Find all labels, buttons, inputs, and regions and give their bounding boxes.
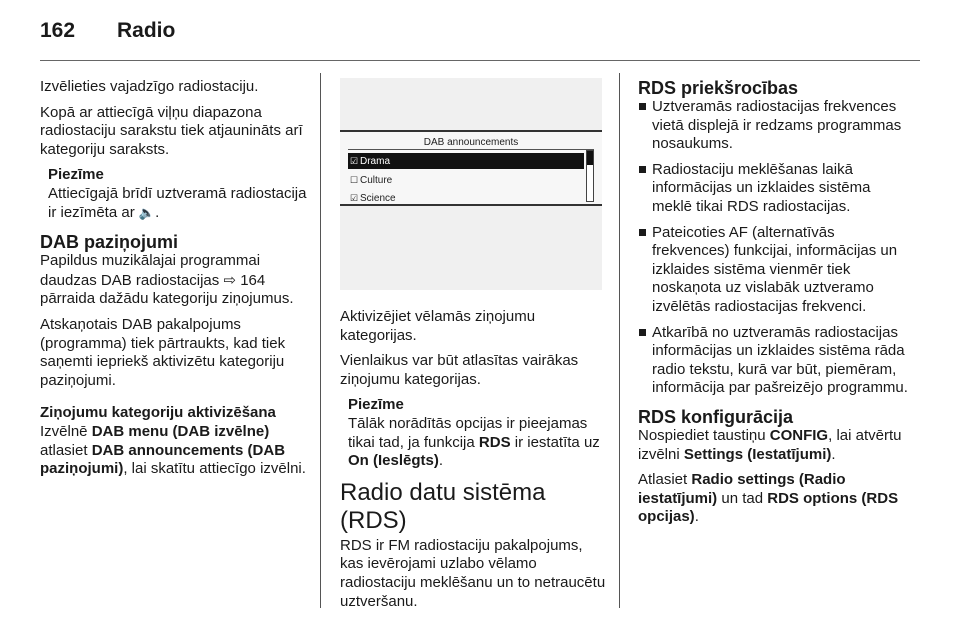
bullet-square-icon: [639, 103, 646, 110]
column-divider: [619, 73, 620, 608]
column-3: [638, 78, 910, 534]
paragraph: RDS ir FM radiostaciju pakalpojums, kas ievērojami uzlabo vēlamo radiostaciju meklēšanu un to netraucētu uztveršanu.: [340, 536, 606, 610]
paragraph: Kopā ar attiecīgā viļņu diapazona radiostaciju sarakstu tiek atjaunināts arī kategoriju saraksts.: [40, 103, 303, 158]
text: .: [831, 445, 836, 463]
text: un tad: [721, 489, 764, 507]
bullet-square-icon: [639, 329, 646, 336]
menu-name: RDS options (RDS opcijas): [638, 489, 899, 526]
bullet-list: [638, 98, 910, 398]
page-header: [40, 19, 175, 43]
text: ir iestatīta uz: [514, 433, 600, 451]
section-heading: DAB paziņojumi: [40, 232, 178, 253]
note: [48, 166, 308, 223]
note-body: Attiecīgajā brīdī uztveramā radiostacija ir iezīmēta ar: [48, 184, 307, 221]
function-name: RDS: [478, 433, 511, 451]
screen-title: DAB announcements: [423, 137, 519, 148]
column-2: [340, 78, 610, 618]
menu-name: DAB menu (DAB izvēlne): [91, 422, 270, 440]
checkbox-icon: ☑: [349, 193, 359, 203]
menu-item-label: Science: [360, 193, 396, 204]
title-divider: [348, 149, 594, 150]
note-title: Piezīme: [348, 396, 404, 414]
text: atlasiet: [40, 441, 88, 459]
paragraph: [40, 252, 308, 309]
text: .: [438, 452, 444, 470]
list-item: [638, 161, 910, 217]
list-item-text: Uztveramās radiostacijas frekvences vietā displejā ir redzams programmas nosaukums.: [652, 98, 902, 153]
text: .: [694, 508, 699, 526]
text: , lai skatītu attiecīgo izvēlni.: [123, 460, 306, 478]
section-title: Radio datu sistēma (RDS): [340, 478, 546, 534]
bullet-square-icon: [639, 166, 646, 173]
button-name: CONFIG: [769, 426, 829, 444]
text: Tālāk norādītās opcijas ir pieejamas tikai tad, ja funkcija: [348, 414, 588, 451]
paragraph: Aktivizējiet vēlamās ziņojumu kategorijas.: [340, 308, 536, 344]
note-text: Attiecīgajā brīdī uztveramā radiostacija ir iezīmēta ar 🔈.: [48, 184, 307, 221]
subsection-heading: Ziņojumu kategoriju aktivizēšana: [40, 404, 276, 422]
page-ref-arrow-icon: ⇨: [223, 270, 237, 289]
list-item: [638, 224, 910, 317]
section-heading: RDS konfigurācija: [638, 406, 794, 427]
bullet-square-icon: [639, 229, 646, 236]
note: [348, 396, 610, 470]
text: Izvēlnē: [40, 422, 88, 440]
menu-item-label: Culture: [360, 175, 393, 186]
menu-item-science[interactable]: [348, 190, 584, 206]
list-item-text: Radiostaciju meklēšanas laikā informācijas un izklaides sistēma meklē tikai RDS radiostacijas.: [652, 160, 871, 215]
paragraph: [40, 423, 308, 479]
page-ref: 164: [240, 271, 266, 289]
text: , lai atvērtu izvēlni: [638, 426, 902, 463]
menu-item-drama[interactable]: [348, 153, 584, 169]
note-title: Piezīme: [48, 166, 104, 184]
paragraph: Atskaņotais DAB pakalpojums (programma) tiek pārtraukts, kad tiek saņemti iepriekš aktivizētu kategoriju paziņojumi.: [40, 315, 286, 389]
header-rule: [40, 60, 920, 61]
text: Papildus muzikālajai programmai daudzas DAB radiostacijas: [40, 252, 261, 289]
menu-name: Radio settings (Radio iestatījumi): [638, 471, 846, 507]
option-name: On (Ieslēgts): [348, 452, 439, 470]
menu-name: DAB announcements (DAB paziņojumi): [40, 441, 286, 478]
checkbox-icon: ☑: [349, 156, 359, 166]
menu-name: Settings (Iestatījumi): [683, 445, 832, 463]
paragraph: [638, 471, 910, 527]
column-1: [40, 78, 308, 486]
scrollbar[interactable]: [586, 150, 594, 202]
scroll-thumb[interactable]: [587, 151, 593, 165]
page-number: 162: [40, 19, 76, 42]
list-item-text: Pateicoties AF (alternatīvās frekvences) funkcijai, informācijas un izklaides sistēma vienmēr tiek noskaņota uz vislabāk uztveramo izvēlētās radiostacijas frekvenci.: [652, 223, 898, 315]
menu-item-label: Drama: [360, 156, 391, 167]
checkbox-icon: ☐: [349, 175, 359, 185]
menu-item-culture[interactable]: [348, 172, 584, 188]
list-item: [638, 324, 910, 398]
list-item: [638, 98, 910, 154]
section-heading: RDS priekšrocības: [638, 78, 799, 98]
column-divider: [320, 73, 321, 608]
text: Atlasiet: [638, 471, 688, 489]
paragraph: Vienlaikus var būt atlasītas vairākas ziņojumu kategorijas.: [340, 352, 579, 388]
text: Nospiediet taustiņu: [638, 426, 766, 444]
list-item-text: Atkarībā no uztveramās radiostacijas informācijas un izklaides sistēma rāda radio tekstu, kurā var būt, piemēram, informācija par pašreizējo programmu.: [652, 323, 908, 397]
screenshot-figure: [340, 78, 602, 290]
speaker-icon: 🔈: [138, 205, 156, 221]
text: pārraida dažādu kategoriju ziņojumus.: [40, 290, 294, 308]
page-title: Radio: [117, 19, 176, 42]
note-text: [348, 415, 610, 471]
paragraph: Izvēlieties vajadzīgo radiostaciju.: [40, 78, 259, 95]
paragraph: [638, 427, 910, 464]
